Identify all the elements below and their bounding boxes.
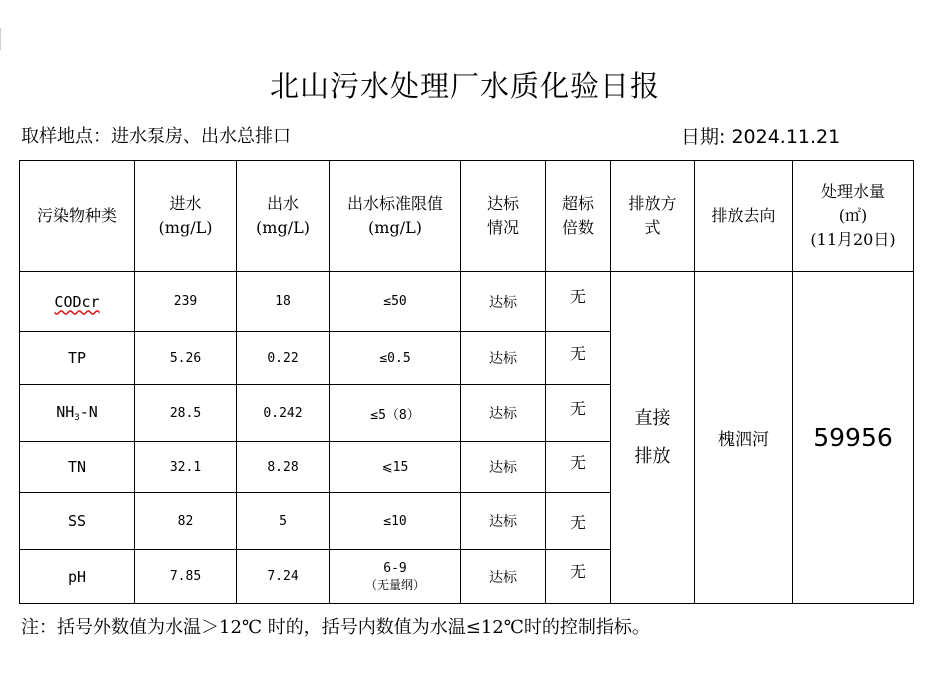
exceed-multiple: 无	[546, 272, 611, 332]
header-row	[20, 161, 914, 272]
pollutant-name: TP	[20, 332, 135, 385]
inflow-value: 239	[135, 272, 237, 332]
pollutant-name: CODcr	[20, 272, 135, 332]
pollutant-name: TN	[20, 442, 135, 493]
table-row	[20, 272, 914, 332]
limit-value: ≤50	[330, 272, 461, 332]
exceed-multiple: 无	[546, 332, 611, 385]
outflow-value: 18	[237, 272, 330, 332]
outflow-value: 0.22	[237, 332, 330, 385]
compliance-status: 达标	[461, 493, 546, 550]
inflow-value: 28.5	[135, 385, 237, 442]
compliance-status: 达标	[461, 332, 546, 385]
header-limit: 出水标准限值 (mg/L)	[330, 161, 461, 272]
outflow-value: 8.28	[237, 442, 330, 493]
compliance-status: 达标	[461, 550, 546, 604]
limit-value: ≤5（8）	[330, 385, 461, 442]
header-outflow: 出水 (mg/L)	[237, 161, 330, 272]
inflow-value: 7.85	[135, 550, 237, 604]
outflow-value: 0.242	[237, 385, 330, 442]
limit-value: 6-9 （无量纲）	[330, 550, 461, 604]
limit-value: ≤0.5	[330, 332, 461, 385]
header-inflow: 进水 (mg/L)	[135, 161, 237, 272]
exceed-multiple: 无	[546, 385, 611, 442]
inflow-value: 32.1	[135, 442, 237, 493]
limit-value: ≤10	[330, 493, 461, 550]
header-method: 排放方 式	[611, 161, 695, 272]
report-date: 日期: 2024.11.21	[681, 126, 841, 148]
header-volume: 处理水量 (㎡) (11月20日)	[793, 161, 914, 272]
limit-value: ⩽15	[330, 442, 461, 493]
discharge-destination: 槐泗河	[695, 272, 793, 604]
water-quality-table	[19, 160, 914, 604]
exceed-multiple: 无	[546, 442, 611, 493]
inflow-value: 5.26	[135, 332, 237, 385]
exceed-multiple: 无	[546, 550, 611, 604]
pollutant-name: $NH_3-N$	[20, 385, 135, 442]
header-compliance: 达标 情况	[461, 161, 546, 272]
compliance-status: 达标	[461, 272, 546, 332]
compliance-status: 达标	[461, 442, 546, 493]
header-destination: 排放去向	[695, 161, 793, 272]
sampling-location: 取样地点：进水泵房、出水总排口	[21, 126, 291, 147]
header-pollutant: 污染物种类	[20, 161, 135, 272]
treated-volume: 59956	[793, 272, 914, 604]
page-edge-mark	[0, 28, 1, 50]
pollutant-name: SS	[20, 493, 135, 550]
header-exceed: 超标 倍数	[546, 161, 611, 272]
exceed-multiple: 无	[546, 493, 611, 550]
footnote: 注：括号外数值为水温＞12℃ 时的，括号内数值为水温≤12℃时的控制指标。	[21, 617, 650, 638]
compliance-status: 达标	[461, 385, 546, 442]
outflow-value: 7.24	[237, 550, 330, 604]
inflow-value: 82	[135, 493, 237, 550]
pollutant-name: pH	[20, 550, 135, 604]
report-title: 北山污水处理厂水质化验日报	[269, 69, 660, 103]
outflow-value: 5	[237, 493, 330, 550]
discharge-method: 直接 排放	[611, 272, 695, 604]
